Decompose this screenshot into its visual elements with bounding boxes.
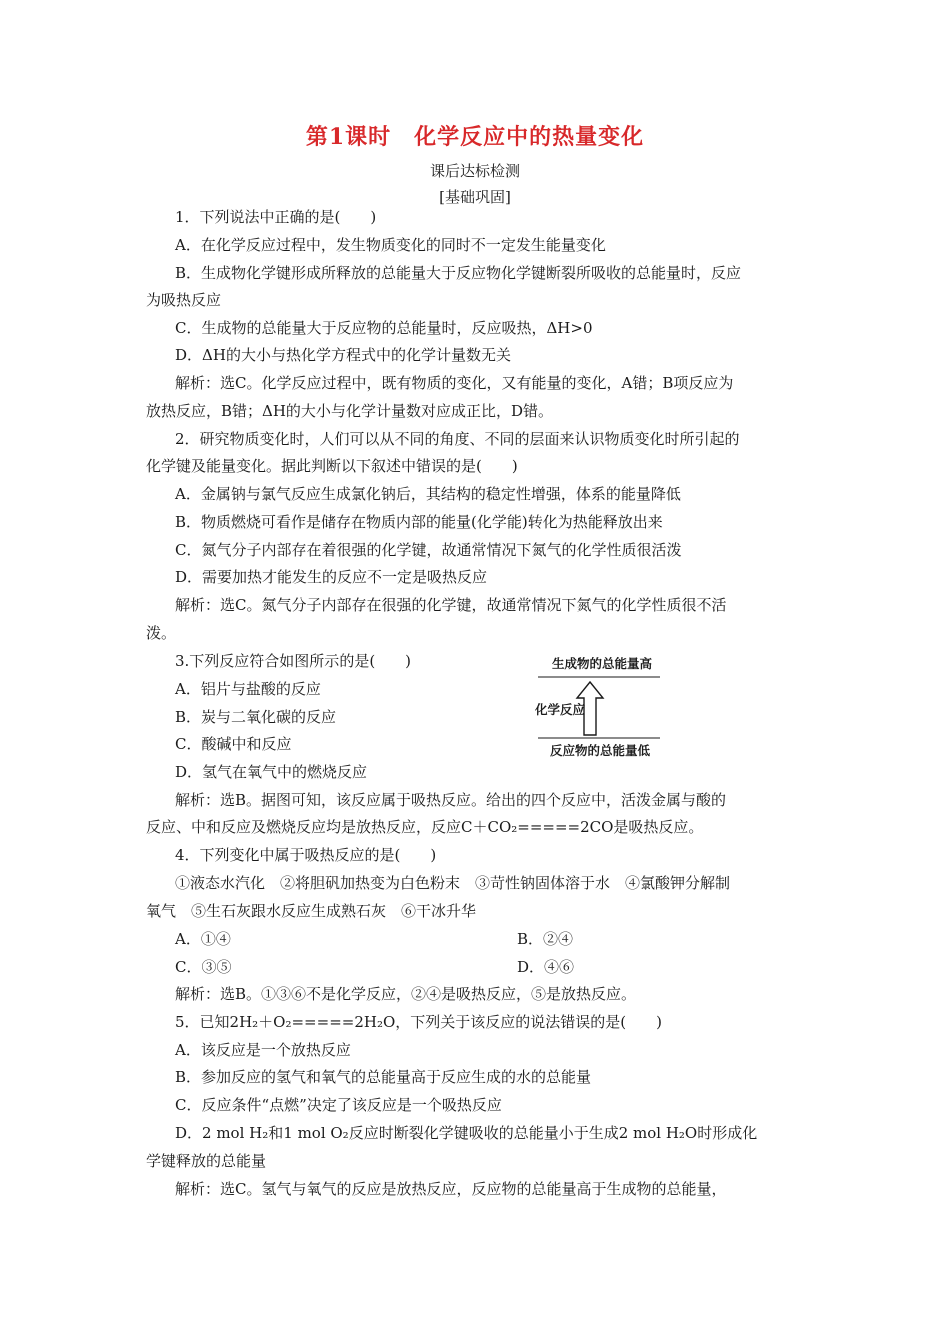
q1-option-b: B．生成物化学键形成所释放的总能量大于反应物化学键断裂所吸收的总能量时，反应: [175, 264, 742, 282]
q2-stem: 2．研究物质变化时，人们可以从不同的角度、不同的层面来认识物质变化时所引起的: [175, 430, 740, 448]
q5-answer: 解析：选C。氢气与氧气的反应是放热反应，反应物的总能量高于生成物的总能量，: [175, 1180, 727, 1198]
q1-stem: 1．下列说法中正确的是( ): [175, 208, 377, 226]
q4-items-cont: 氧气 ⑤生石灰跟水反应生成熟石灰 ⑥干冰升华: [146, 902, 477, 920]
q5-stem: 5．已知2H₂＋O₂=====2H₂O，下列关于该反应的说法错误的是( ): [175, 1013, 662, 1031]
q4-stem: 4．下列变化中属于吸热反应的是( ): [175, 846, 437, 864]
q3-answer-cont: 反应、中和反应及燃烧反应均是放热反应，反应C＋CO₂=====2CO是吸热反应。: [146, 818, 704, 836]
q4-answer: 解析：选B。①③⑥不是化学反应，②④是吸热反应，⑤是放热反应。: [175, 985, 637, 1003]
q2-option-b: B．物质燃烧可看作是储存在物质内部的能量(化学能)转化为热能释放出来: [175, 513, 663, 531]
q3-option-a: A．铝片与盐酸的反应: [175, 680, 321, 698]
section-label: [基础巩固]: [439, 188, 511, 206]
q1-option-a: A．在化学反应过程中，发生物质变化的同时不一定发生能量变化: [175, 236, 606, 254]
q2-option-d: D．需要加热才能发生的反应不一定是吸热反应: [175, 568, 488, 586]
diagram-top-label: 生成物的总能量高: [551, 656, 653, 671]
energy-diagram: [530, 652, 665, 764]
q4-option-b: B．②④: [517, 930, 574, 948]
q1-option-d: D．ΔH的大小与热化学方程式中的化学计量数无关: [175, 346, 511, 364]
q1-option-c: C．生成物的总能量大于反应物的总能量时，反应吸热，ΔH>0: [175, 319, 593, 337]
q5-option-d-cont: 学键释放的总能量: [146, 1152, 267, 1170]
q3-answer: 解析：选B。据图可知，该反应属于吸热反应。给出的四个反应中，活泼金属与酸的: [175, 791, 727, 809]
q1-option-b-cont: 为吸热反应: [146, 291, 222, 309]
q2-stem-cont: 化学键及能量变化。据此判断以下叙述中错误的是( ): [146, 457, 518, 475]
q5-option-c: C．反应条件“点燃”决定了该反应是一个吸热反应: [175, 1096, 502, 1114]
subtitle: 课后达标检测: [429, 162, 520, 180]
q4-items: ①液态水汽化 ②将胆矾加热变为白色粉末 ③苛性钠固体溶于水 ④氯酸钾分解制: [175, 874, 731, 892]
q5-option-a: A．该反应是一个放热反应: [175, 1041, 351, 1059]
q3-option-b: B．炭与二氧化碳的反应: [175, 708, 337, 726]
q1-answer: 解析：选C。化学反应过程中，既有物质的变化，又有能量的变化，A错；B项反应为: [175, 374, 734, 392]
lesson-title: 第1课时 化学反应中的热量变化: [305, 124, 645, 150]
diagram-bottom-label: 反应物的总能量低: [549, 743, 651, 758]
q3-stem: 3.下列反应符合如图所示的是( ): [175, 652, 412, 670]
diagram-mid-label: 化学反应: [534, 702, 586, 717]
q5-option-b: B．参加反应的氢气和氧气的总能量高于反应生成的水的总能量: [175, 1068, 592, 1086]
q3-option-c: C．酸碱中和反应: [175, 735, 292, 753]
q2-answer-cont: 泼。: [146, 624, 177, 642]
q3-option-d: D．氢气在氧气中的燃烧反应: [175, 763, 368, 781]
q2-answer: 解析：选C。氮气分子内部存在很强的化学键，故通常情况下氮气的化学性质很不活: [175, 596, 727, 614]
q5-option-d: D．2 mol H₂和1 mol O₂反应时断裂化学键吸收的总能量小于生成2 mol H₂O时形成化: [175, 1124, 758, 1142]
q4-option-d: D．④⑥: [517, 958, 575, 976]
q4-option-a: A．①④: [175, 930, 231, 948]
q2-option-a: A．金属钠与氯气反应生成氯化钠后，其结构的稳定性增强，体系的能量降低: [175, 485, 681, 503]
q4-option-c: C．③⑤: [175, 958, 232, 976]
q2-option-c: C．氮气分子内部存在着很强的化学键，故通常情况下氮气的化学性质很活泼: [175, 541, 682, 559]
q1-answer-cont: 放热反应，B错；ΔH的大小与化学计量数对应成正比，D错。: [146, 402, 553, 420]
